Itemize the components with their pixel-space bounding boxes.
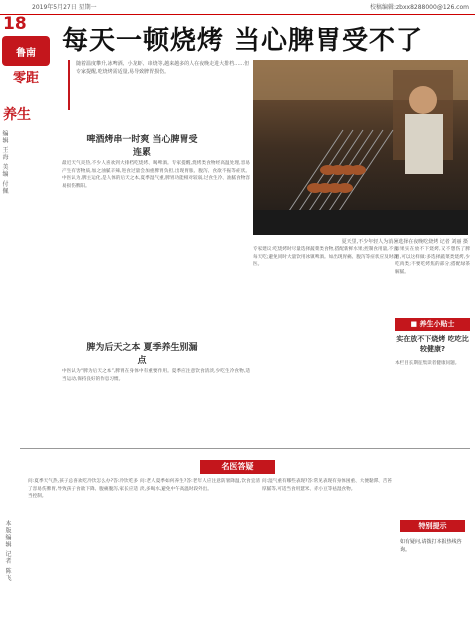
newspaper-logo-icon — [2, 36, 50, 88]
health-tips-title: ■ 养生小贴士 — [395, 318, 470, 331]
editor-email: 校稿编辑:zbxx8288000@126.com — [370, 4, 469, 11]
article-body-5: 本栏目长期征集读者健康问题。 — [395, 361, 460, 366]
qa-column-2: 问:老人夏季如何养生?答:老年人应注意防暑降温,饮食宜清淡,多喝水,避免中午高温时段外出。 — [140, 479, 260, 492]
article-body-4: 如果实在放不下烧烤,又不想伤了脾胃,可以这样做:多选择蔬菜类烧烤,少吃肉类;不要吃烤焦的部分;搭配绿茶解腻。 — [395, 247, 470, 275]
photo-caption: 夏天里,不少年轻人为消暑选择在夜晚吃烧烤 记者 刘丽 摄 — [341, 239, 468, 245]
page-number: 18 — [3, 14, 27, 34]
subhead-beer-skewers: 啤酒烤串一时爽 当心脾胃受连累 — [86, 135, 198, 158]
svg-text:零距: 零距 — [12, 71, 40, 86]
page-headline: 每天一顿烧烤 当心脾胃受不了 — [62, 26, 424, 56]
qa-column-3: 问:湿气重有哪些表现?答:常见表现有身体困重、大便黏滞、舌苔厚腻等,可适当食用薏米、赤小豆等祛湿食物。 — [262, 479, 392, 492]
barbecue-photo — [253, 60, 468, 235]
article-body-1: 最近天气炎热,不少人喜欢到大排档吃烧烤、喝啤酒。专家提醒,烧烤类食物经高温处理,容易产生有害物质,加之油腻辛辣,进食过量会加重脾胃负担,出现胃胀、腹泻、食欲不振等症状。中医认为,脾主运化,是人体的后天之本,夏季湿气重,脾胃功能相对较弱,过食生冷、油腻食物容易损伤脾阳。 — [62, 161, 250, 189]
editor-credit: 编辑 王海 美编 付佩 — [1, 130, 8, 195]
subhead-spleen: 脾为后天之本 夏季养生别漏点 — [86, 343, 198, 366]
article-body-3: 专家建议:吃烧烤时尽量选择蔬菜类食物,搭配新鲜水果;控制食用量,不宜每天吃;避免同时大量饮用冰镇啤酒。如出现胃痛、腹泻等症状应及时就医。 — [253, 247, 398, 267]
section-title: 养生 — [3, 107, 31, 123]
section-divider — [20, 448, 470, 449]
lead-paragraph: 随着温度攀升,冰啤酒、小龙虾、串烧等,越来越多的人在夜晚走进大排档……但专家提醒,吃烧烤需适量,易导致脾胃损伤。 — [68, 60, 251, 110]
qa-column-1: 问:夏季天气热,孩子总喜欢吃冷饮怎么办?答:冷饮吃多了容易伤脾胃,导致孩子食欲下降、腹痛腹泻,家长应适当控制。 — [28, 479, 138, 499]
svg-text:鲁南: 鲁南 — [16, 48, 36, 59]
subhead-bbq-healthy: 实在放不下烧烤 吃吃比较健康? — [396, 335, 469, 353]
qa-section-title: 名医答疑 — [200, 460, 275, 474]
page-editor-credit: 本版编辑 记者 陈飞 — [4, 520, 11, 582]
issue-date: 2019年5月27日 星期一 — [32, 4, 97, 11]
article-body-2: 中医认为“脾为后天之本”,脾胃在身体中有重要作用。夏季应注意饮食清淡,少吃生冷食物,适当运动,保持良好的作息习惯。 — [62, 369, 250, 382]
special-note-body: 如有疑问,请拨打本报热线咨询。 — [400, 539, 462, 553]
special-note-title: 特别提示 — [400, 520, 465, 532]
